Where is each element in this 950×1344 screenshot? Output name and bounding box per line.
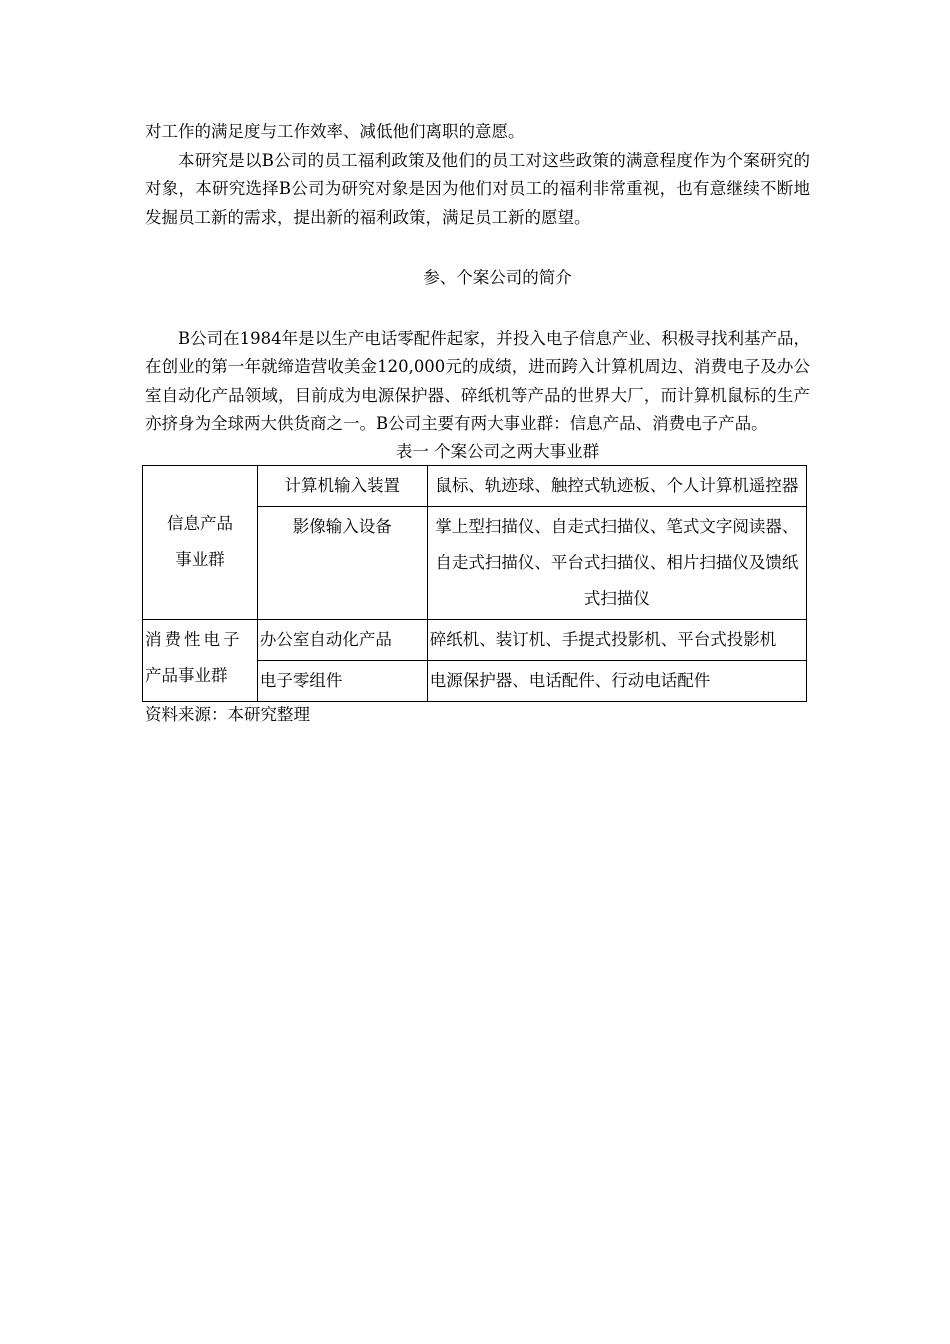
group-label-cell (143, 465, 258, 619)
document-page (145, 118, 810, 728)
section-heading: 参、个案公司的简介 (423, 268, 572, 287)
business-groups-table (142, 465, 807, 702)
paragraph-1: 对工作的满足度与工作效率、减低他们离职的意愿。 (145, 122, 525, 141)
group-label-cell (143, 619, 258, 701)
items-cell: 电源保护器、电话配件、行动电话配件 (427, 660, 806, 701)
table-row (143, 619, 807, 660)
category-cell: 计算机输入装置 (257, 465, 427, 506)
paragraph-2: 本研究是以B公司的员工福利政策及他们的员工对这些政策的满意程度作为个案研究的对象，本研究选择B公司为研究对象是因为他们对员工的福利非常重视，也有意继续不断地发掘员工新的需求，提出新的福利政策，满足员工新的愿望。 (145, 150, 810, 227)
group-label-line: 事业群 (175, 550, 225, 569)
table-source: 资料来源：本研究整理 (145, 704, 310, 724)
category-cell: 办公室自动化产品 (257, 619, 427, 660)
category-cell: 电子零组件 (257, 660, 427, 701)
table-row (143, 465, 807, 506)
group-label-line: 信息产品 (166, 514, 233, 533)
items-cell: 鼠标、轨迹球、触控式轨迹板、个人计算机遥控器 (427, 465, 806, 506)
table-caption: 表一 个案公司之两大事业群 (395, 441, 600, 461)
category-cell: 影像输入设备 (257, 506, 427, 619)
items-cell: 掌上型扫描仪、自走式扫描仪、笔式文字阅读器、自走式扫描仪、平台式扫描仪、相片扫描仪及馈纸式扫描仪 (427, 506, 806, 619)
group-label-line: 产品事业群 (145, 665, 228, 685)
group-label-line: 消费性电子 (145, 629, 243, 649)
items-cell: 碎纸机、装订机、手提式投影机、平台式投影机 (427, 619, 806, 660)
paragraph-3: B公司在1984年是以生产电话零配件起家，并投入电子信息产业、积极寻找利基产品，在创业的第一年就缔造营收美金120,000元的成绩，进而跨入计算机周边、消费电子及办公室自动化产品领域，目前成为电源保护器、碎纸机等产品的世界大厂，而计算机鼠标的生产亦挤身为全球两大供货商之一。B公司主要有两大事业群：信息产品、消费电子产品。 (145, 328, 810, 433)
